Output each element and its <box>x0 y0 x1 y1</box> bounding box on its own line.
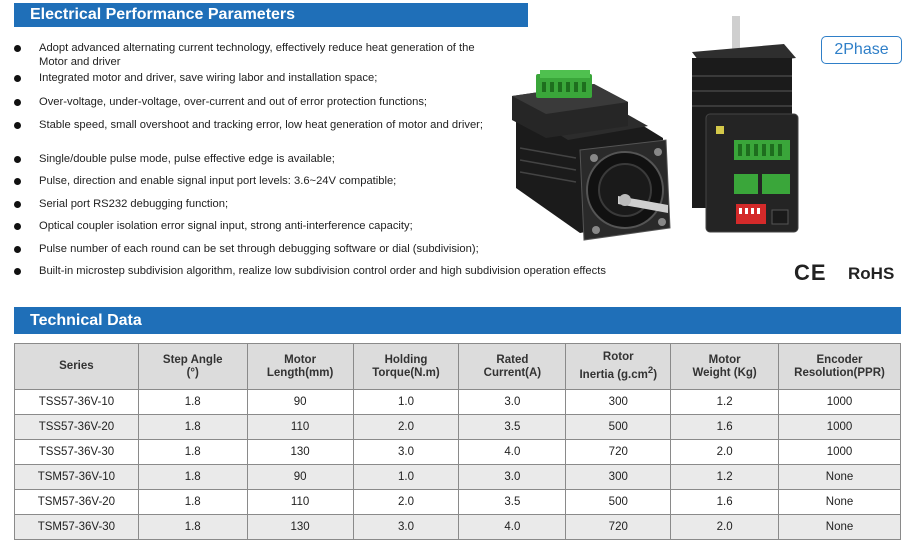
table-row <box>15 515 901 540</box>
cell-step-angle: 1.8 <box>138 415 247 440</box>
technical-data-heading: Technical Data <box>14 307 901 334</box>
feature-item: Stable speed, small overshoot and tracking error, low heat generation of motor and driver; <box>14 118 484 152</box>
table-header-row <box>15 344 901 390</box>
cell-motor-length: 130 <box>247 440 353 465</box>
cell-rotor-inertia: 720 <box>566 515 671 540</box>
electrical-parameters-heading: Electrical Performance Parameters <box>14 3 528 27</box>
feature-item: Over-voltage, under-voltage, over-current and out of error protection functions; <box>14 95 484 118</box>
header-encoder-resolution: Encoder Resolution(PPR) <box>779 344 901 390</box>
feature-item: Pulse number of each round can be set through debugging software or dial (subdivision); <box>14 242 484 264</box>
cell-holding-torque: 2.0 <box>353 415 459 440</box>
cell-encoder-resolution: 1000 <box>779 415 901 440</box>
cell-rotor-inertia: 500 <box>566 415 671 440</box>
cell-series: TSS57-36V-10 <box>15 390 139 415</box>
cell-encoder-resolution: None <box>779 515 901 540</box>
cell-rotor-inertia: 300 <box>566 390 671 415</box>
rohs-mark: RoHS <box>848 264 895 283</box>
cell-motor-weight: 1.2 <box>671 465 779 490</box>
table-row <box>15 490 901 515</box>
cell-rotor-inertia: 300 <box>566 465 671 490</box>
table-row <box>15 465 901 490</box>
cell-step-angle: 1.8 <box>138 490 247 515</box>
feature-item: Pulse, direction and enable signal input port levels: 3.6~24V compatible; <box>14 174 484 197</box>
cell-holding-torque: 3.0 <box>353 515 459 540</box>
feature-item: Serial port RS232 debugging function; <box>14 197 484 219</box>
cell-rated-current: 3.5 <box>459 415 566 440</box>
cell-holding-torque: 2.0 <box>353 490 459 515</box>
cell-rotor-inertia: 500 <box>566 490 671 515</box>
technical-data-table <box>14 343 901 540</box>
feature-item: Integrated motor and driver, save wiring labor and installation space; <box>14 71 484 95</box>
header-series: Series <box>15 344 139 390</box>
cell-rated-current: 3.0 <box>459 465 566 490</box>
header-motor-length: Motor Length(mm) <box>247 344 353 390</box>
header-step-angle: Step Angle (°) <box>138 344 247 390</box>
cell-encoder-resolution: None <box>779 465 901 490</box>
cell-motor-weight: 2.0 <box>671 515 779 540</box>
cell-series: TSM57-36V-30 <box>15 515 139 540</box>
cell-motor-weight: 1.6 <box>671 490 779 515</box>
table-row <box>15 390 901 415</box>
feature-item: Built-in microstep subdivision algorithm, realize low subdivision control order and high subdivision operation effects <box>14 264 694 278</box>
cell-motor-weight: 1.6 <box>671 415 779 440</box>
cell-holding-torque: 1.0 <box>353 390 459 415</box>
cell-motor-weight: 1.2 <box>671 390 779 415</box>
cell-step-angle: 1.8 <box>138 515 247 540</box>
cell-series: TSM57-36V-10 <box>15 465 139 490</box>
header-motor-weight: Motor Weight (Kg) <box>671 344 779 390</box>
cell-motor-length: 110 <box>247 415 353 440</box>
header-rotor-inertia: Rotor Inertia $(g.cm^2)$ <box>566 344 671 390</box>
motor-rear-photo <box>688 16 800 236</box>
cell-rated-current: 3.0 <box>459 390 566 415</box>
cell-series: TSM57-36V-20 <box>15 490 139 515</box>
cell-encoder-resolution: 1000 <box>779 390 901 415</box>
header-holding-torque: Holding Torque(N.m) <box>353 344 459 390</box>
feature-list <box>14 38 606 278</box>
cell-step-angle: 1.8 <box>138 390 247 415</box>
cell-motor-length: 130 <box>247 515 353 540</box>
motor-front-photo <box>498 68 678 258</box>
cell-rated-current: 3.5 <box>459 490 566 515</box>
cell-series: TSS57-36V-30 <box>15 440 139 465</box>
cell-encoder-resolution: 1000 <box>779 440 901 465</box>
ce-mark: CE <box>794 260 827 285</box>
table-row <box>15 440 901 465</box>
cell-motor-length: 90 <box>247 465 353 490</box>
phase-badge: 2Phase <box>821 36 902 64</box>
cell-step-angle: 1.8 <box>138 465 247 490</box>
cell-encoder-resolution: None <box>779 490 901 515</box>
feature-item: Optical coupler isolation error signal input, strong anti-interference capacity; <box>14 219 484 242</box>
cell-motor-length: 90 <box>247 390 353 415</box>
cell-motor-weight: 2.0 <box>671 440 779 465</box>
cell-rated-current: 4.0 <box>459 515 566 540</box>
feature-item: Adopt advanced alternating current technology, effectively reduce heat generation of the Motor and driver <box>14 41 484 71</box>
cell-rated-current: 4.0 <box>459 440 566 465</box>
table-row <box>15 415 901 440</box>
cell-holding-torque: 1.0 <box>353 465 459 490</box>
header-rated-current: Rated Current(A) <box>459 344 566 390</box>
cell-motor-length: 110 <box>247 490 353 515</box>
feature-item: Single/double pulse mode, pulse effective edge is available; <box>14 152 484 174</box>
cell-rotor-inertia: 720 <box>566 440 671 465</box>
cell-step-angle: 1.8 <box>138 440 247 465</box>
cell-holding-torque: 3.0 <box>353 440 459 465</box>
cell-series: TSS57-36V-20 <box>15 415 139 440</box>
